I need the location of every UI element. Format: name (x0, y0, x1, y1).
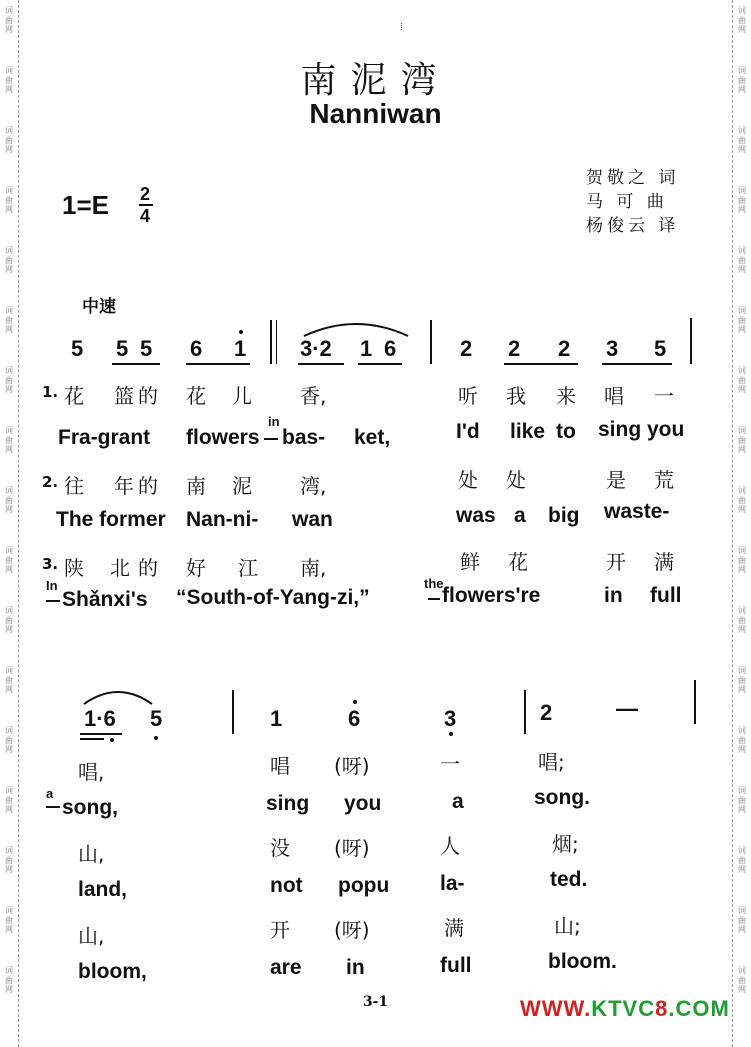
note: 5 (71, 336, 84, 361)
credit-translator: 杨俊云 译 (586, 216, 680, 236)
side-watermark-text: 词 曲 网 (738, 6, 746, 35)
lyric-cn: 江 (238, 556, 258, 580)
lyric-cn: 花 (186, 384, 206, 408)
lyric-en: sing you (598, 418, 685, 441)
side-watermark-text: 词 曲 网 (738, 186, 746, 215)
lyric-cn: 唱 (270, 754, 290, 778)
lyric-en-small: the (424, 576, 444, 591)
time-signature-bottom: 4 (140, 206, 151, 226)
lyric-cn: 山; (554, 914, 581, 938)
side-watermark-text: 词 曲 网 (738, 846, 746, 875)
lyric-en-small: a (46, 786, 54, 801)
lyric-en: in (346, 956, 365, 979)
lyric-cn: 北 (110, 556, 130, 580)
note: 2 (460, 336, 473, 361)
side-watermark-text: 词 曲 网 (5, 546, 13, 575)
side-watermark-text: 词 曲 网 (738, 906, 746, 935)
lyric-cn: 湾, (300, 474, 327, 498)
lyric-en: sing (266, 792, 310, 815)
verse-number: 1. (42, 383, 59, 401)
note: 1 (270, 706, 283, 731)
lyric-en: are (270, 956, 302, 979)
lyric-cn: 山, (78, 842, 105, 866)
lyric-cn: 香, (300, 384, 327, 408)
lyric-en: flowers (186, 426, 260, 449)
side-watermark-text: 词 曲 网 (5, 486, 13, 515)
lyric-cn: 陕 (64, 556, 84, 580)
lyric-en: The former (56, 508, 166, 531)
note: — (616, 696, 638, 721)
lyric-cn: 的 (138, 474, 158, 498)
note: 2 (558, 336, 571, 361)
side-watermark-text: 词 曲 网 (5, 606, 13, 635)
lyric-cn: 满 (444, 916, 464, 940)
lyric-cn: 荒 (654, 468, 674, 492)
lyric-cn: (呀) (334, 918, 370, 942)
side-watermark-text: 词 曲 网 (5, 186, 13, 215)
note: 5 (116, 336, 129, 361)
lyric-cn: 鲜 (460, 550, 480, 574)
side-watermark-text: 词 曲 网 (738, 546, 746, 575)
note: 1 (234, 336, 247, 361)
lyric-cn: 花 (508, 550, 528, 574)
note: 2 (540, 700, 553, 725)
lyric-cn: 的 (138, 556, 158, 580)
side-watermark-text: 词 曲 网 (5, 726, 13, 755)
lyric-cn: 往 (64, 474, 84, 498)
tempo-marking: 中速 (82, 297, 116, 317)
lyric-cn: 南, (300, 556, 327, 580)
lyric-en: full (650, 584, 682, 607)
lyric-en: full (440, 954, 472, 977)
lyric-en: was (456, 504, 496, 527)
note: 5 (654, 336, 667, 361)
lyric-en: to (556, 420, 576, 443)
verse-number: 2. (42, 473, 59, 491)
lyric-cn: 处 (458, 468, 478, 492)
lyric-en: bloom, (78, 960, 147, 983)
side-watermark-text: 词 曲 网 (5, 306, 13, 335)
title-chinese: 南泥湾 (300, 60, 451, 101)
lyric-en: Fra-grant (58, 426, 151, 449)
lyric-cn: 听 (458, 384, 478, 408)
lyric-en: you (344, 792, 382, 815)
lyric-cn: 一 (440, 752, 460, 776)
lyric-cn: 处 (506, 468, 526, 492)
side-watermark-text: 词 曲 网 (738, 426, 746, 455)
site-watermark: WWW.KTVC8.COM (520, 996, 730, 1021)
lyric-cn: 一 (654, 384, 674, 408)
side-watermark-text: 词 曲 网 (5, 246, 13, 275)
lyric-cn: 没 (270, 836, 290, 860)
lyric-en: waste- (604, 500, 670, 523)
lyric-cn: (呀) (334, 754, 370, 778)
lyric-cn: 唱, (78, 760, 105, 784)
credit-lyricist: 贺敬之 词 (586, 168, 680, 188)
side-watermark-text: 词 曲 网 (5, 6, 13, 35)
key-signature: 1=E (62, 190, 109, 220)
lyric-cn: 山, (78, 924, 105, 948)
lyric-cn: 我 (506, 384, 526, 408)
lyric-cn: 花 (64, 384, 84, 408)
lyric-en: bloom. (548, 950, 617, 973)
credit-composer: 马 可 曲 (586, 192, 668, 212)
lyric-en-small: In (46, 578, 58, 593)
note: 1 (360, 336, 373, 361)
note: 3 (444, 706, 457, 731)
side-watermark-text: 词 曲 网 (5, 966, 13, 995)
lyric-en: land, (78, 878, 128, 901)
lyric-en: big (548, 504, 580, 527)
top-tick-mark: ⁞ (400, 22, 403, 33)
side-watermark-text: 词 曲 网 (738, 666, 746, 695)
note: 1·6 (84, 706, 116, 731)
side-watermark-text: 词 曲 网 (738, 786, 746, 815)
lyric-en: a (514, 504, 526, 527)
lyric-en: ket, (354, 426, 391, 449)
side-watermark-text: 词 曲 网 (5, 786, 13, 815)
page-number: 3-1 (362, 994, 389, 1010)
note: 5 (140, 336, 153, 361)
side-watermark-text: 词 曲 网 (5, 426, 13, 455)
lyric-en: Nan-ni- (186, 508, 259, 531)
right-watermark-strip (732, 0, 751, 1047)
lyric-cn: 人 (440, 834, 460, 858)
lyric-cn: 南 (186, 474, 206, 498)
lyric-cn: 的 (138, 384, 158, 408)
note: 6 (384, 336, 397, 361)
lyric-cn: 泥 (232, 474, 252, 498)
side-watermark-text: 词 曲 网 (5, 906, 13, 935)
side-watermark-text: 词 曲 网 (738, 486, 746, 515)
lyric-en: “South-of-Yang-zi,” (176, 586, 370, 609)
lyric-en: song. (534, 786, 590, 809)
lyric-en: I'd (456, 420, 480, 443)
side-watermark-text: 词 曲 网 (738, 726, 746, 755)
lyric-cn: 年 (114, 474, 134, 498)
lyric-en: la- (440, 872, 465, 895)
verse-number: 3. (42, 555, 59, 573)
note: 6 (190, 336, 203, 361)
lyric-cn: 烟; (552, 832, 579, 856)
note: 3·2 (300, 336, 332, 361)
side-watermark-text: 词 曲 网 (738, 606, 746, 635)
lyric-cn: 唱 (604, 384, 624, 408)
time-signature-top: 2 (140, 184, 151, 204)
note: 5 (150, 706, 163, 731)
side-watermark-text: 词 曲 网 (5, 126, 13, 155)
lyric-cn: 是 (606, 468, 626, 492)
note: 3 (606, 336, 619, 361)
lyric-en: a (452, 790, 464, 813)
lyric-en: bas- (282, 426, 326, 449)
lyric-cn: 儿 (232, 384, 252, 408)
lyric-en: ted. (550, 868, 588, 891)
lyric-en: not (270, 874, 303, 897)
side-watermark-text: 词 曲 网 (5, 366, 13, 395)
lyric-en: song, (62, 796, 118, 819)
left-watermark-strip (0, 0, 19, 1047)
lyric-cn: (呀) (334, 836, 370, 860)
lyric-cn: 开 (606, 550, 626, 574)
lyric-cn: 来 (556, 384, 576, 408)
lyric-cn: 满 (654, 550, 674, 574)
side-watermark-text: 词 曲 网 (5, 66, 13, 95)
lyric-cn: 唱; (538, 750, 565, 774)
title-english: Nanniwan (309, 98, 442, 129)
slur-arc (80, 684, 156, 708)
lyric-en: flowers're (442, 584, 541, 607)
lyric-en: popu (338, 874, 390, 897)
side-watermark-text: 词 曲 网 (738, 246, 746, 275)
side-watermark-text: 词 曲 网 (738, 306, 746, 335)
lyric-en: in (604, 584, 623, 607)
lyric-en: wan (292, 508, 333, 531)
lyric-cn: 开 (270, 918, 290, 942)
note: 6 (348, 706, 361, 731)
side-watermark-text: 词 曲 网 (738, 66, 746, 95)
side-watermark-text: 词 曲 网 (5, 846, 13, 875)
lyric-en: like (510, 420, 546, 443)
lyric-en: Shǎnxi's (62, 588, 148, 611)
side-watermark-text: 词 曲 网 (738, 126, 746, 155)
lyric-cn: 篮 (114, 384, 134, 408)
note: 2 (508, 336, 521, 361)
side-watermark-text: 词 曲 网 (738, 966, 746, 995)
side-watermark-text: 词 曲 网 (738, 366, 746, 395)
lyric-en-small: in (268, 414, 280, 429)
lyric-cn: 好 (186, 556, 206, 580)
side-watermark-text: 词 曲 网 (5, 666, 13, 695)
